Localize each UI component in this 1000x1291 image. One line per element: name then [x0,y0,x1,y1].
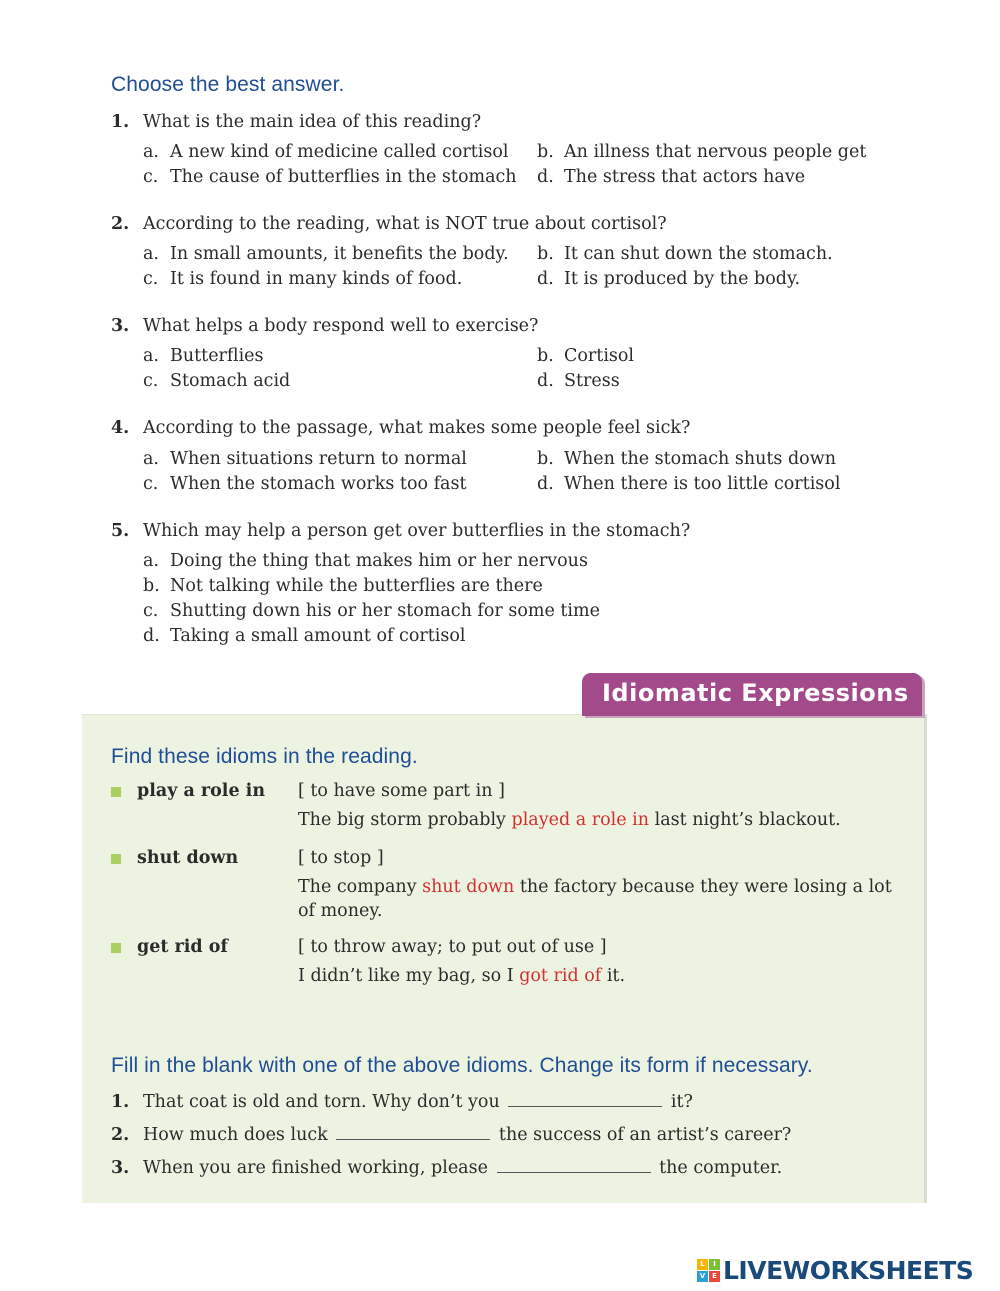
answer-option[interactable] [143,624,465,649]
question [111,110,481,135]
question-text: What helps a body respond well to exercise? [143,316,539,336]
option-letter: d. [537,269,554,289]
idioms-heading: Find these idioms in the reading. [111,745,418,768]
fill-text: How much does luck [143,1125,328,1145]
answer-option[interactable] [143,242,509,267]
option-text: It is produced by the body. [564,269,801,289]
option-text: Cortisol [564,346,635,366]
bullet-square-icon [111,787,121,797]
tab-title: Idiomatic Expressions [602,679,909,707]
question-text: According to the passage, what makes some people feel sick? [143,418,691,438]
answer-option[interactable] [143,165,517,190]
answer-option[interactable] [537,267,800,292]
option-letter: c. [143,167,159,187]
option-text: Stomach acid [170,371,291,391]
bullet-square-icon [111,943,121,953]
option-text: Shutting down his or her stomach for some time [170,601,600,621]
option-text: When the stomach works too fast [170,474,467,494]
example-text: I didn’t like my bag, so I [298,966,520,986]
answer-option[interactable] [143,447,467,472]
logo-icon-letter: V [697,1271,708,1282]
option-letter: d. [537,474,554,494]
fill-item [111,1122,791,1148]
example-text: the factory because they were losing a lot of money. [298,877,892,921]
option-text: It can shut down the stomach. [564,244,833,264]
option-letter: c. [143,474,159,494]
answer-option[interactable] [537,165,805,190]
question-text: Which may help a person get over butterflies in the stomach? [143,521,691,541]
option-text: Not talking while the butterflies are there [170,576,543,596]
fill-text: the success of an artist’s career? [498,1125,792,1145]
logo-text: LIVEWORKSHEETS [723,1256,974,1285]
answer-option[interactable] [537,369,620,394]
idiom-example [298,964,898,988]
logo-icon [697,1259,721,1283]
option-text: An illness that nervous people get [564,142,867,162]
idiom-term: play a role in [137,781,266,801]
fill-text: That coat is old and torn. Why don’t you [143,1092,500,1112]
blank-input[interactable] [508,1089,662,1107]
option-text: When situations return to normal [170,449,467,469]
example-text: last night’s blackout. [649,810,841,830]
blank-input[interactable] [336,1122,490,1140]
example-highlight: played a role in [511,810,650,830]
option-letter: c. [143,269,159,289]
fill-number: 2. [111,1125,130,1145]
idiom-term: shut down [137,848,239,868]
idiom-definition: [ to throw away; to put out of use ] [298,937,607,957]
fill-text: When you are finished working, please [143,1158,488,1178]
question [111,212,667,237]
fill-heading: Fill in the blank with one of the above idioms. Change its form if necessary. [111,1054,813,1077]
question [111,314,538,339]
example-text: The company [298,877,423,897]
answer-option[interactable] [143,369,290,394]
question-number: 2. [111,214,130,234]
logo-icon-letter: I [709,1259,720,1270]
fill-number: 3. [111,1158,130,1178]
answer-option[interactable] [537,344,634,369]
question-number: 3. [111,316,130,336]
example-text: it. [601,966,626,986]
answer-option[interactable] [143,140,509,165]
answer-option[interactable] [537,140,866,165]
option-text: Taking a small amount of cortisol [170,626,466,646]
blank-input[interactable] [497,1155,651,1173]
option-letter: b. [537,449,554,469]
option-letter: b. [537,142,554,162]
question [111,519,690,544]
answer-option[interactable] [537,447,836,472]
option-letter: b. [537,244,554,264]
option-text: It is found in many kinds of food. [170,269,463,289]
option-letter: c. [143,601,159,621]
idiom-definition: [ to stop ] [298,848,384,868]
option-letter: d. [537,167,554,187]
option-text: Butterflies [170,346,264,366]
answer-option[interactable] [143,267,462,292]
answer-option[interactable] [537,472,840,497]
fill-text: it? [670,1092,693,1112]
question-text: According to the reading, what is NOT true about cortisol? [143,214,667,234]
logo-icon-letter: E [709,1271,720,1282]
option-text: In small amounts, it benefits the body. [170,244,509,264]
option-letter: a. [143,449,159,469]
example-highlight: got rid of [519,966,602,986]
question-text: What is the main idea of this reading? [143,112,482,132]
logo-icon-letter: L [697,1259,708,1270]
example-text: The big storm probably [298,810,512,830]
bullet-square-icon [111,854,121,864]
option-text: The stress that actors have [564,167,806,187]
fill-item [111,1089,693,1115]
option-text: A new kind of medicine called cortisol [170,142,509,162]
option-text: Stress [564,371,620,391]
answer-option[interactable] [143,472,467,497]
answer-option[interactable] [143,344,264,369]
option-letter: c. [143,371,159,391]
idiom-example [298,808,898,832]
fill-item [111,1155,782,1181]
option-letter: b. [143,576,160,596]
option-letter: b. [537,346,554,366]
option-letter: a. [143,244,159,264]
option-letter: d. [143,626,160,646]
section-tab [582,673,922,716]
question-number: 1. [111,112,130,132]
option-text: When there is too little cortisol [564,474,841,494]
option-letter: a. [143,142,159,162]
question-number: 5. [111,521,130,541]
option-letter: a. [143,346,159,366]
option-letter: a. [143,551,159,571]
option-text: Doing the thing that makes him or her nervous [170,551,588,571]
fill-number: 1. [111,1092,130,1112]
example-highlight: shut down [422,877,515,897]
answer-option[interactable] [143,599,600,624]
answer-option[interactable] [143,574,543,599]
option-letter: d. [537,371,554,391]
fill-text: the computer. [659,1158,783,1178]
idiom-example [298,875,898,923]
idiom-definition: [ to have some part in ] [298,781,505,801]
question-number: 4. [111,418,130,438]
question [111,416,690,441]
option-text: When the stomach shuts down [564,449,836,469]
answer-option[interactable] [143,549,588,574]
idiom-term: get rid of [137,937,228,957]
section-heading: Choose the best answer. [111,73,345,96]
option-text: The cause of butterflies in the stomach [170,167,517,187]
answer-option[interactable] [537,242,833,267]
